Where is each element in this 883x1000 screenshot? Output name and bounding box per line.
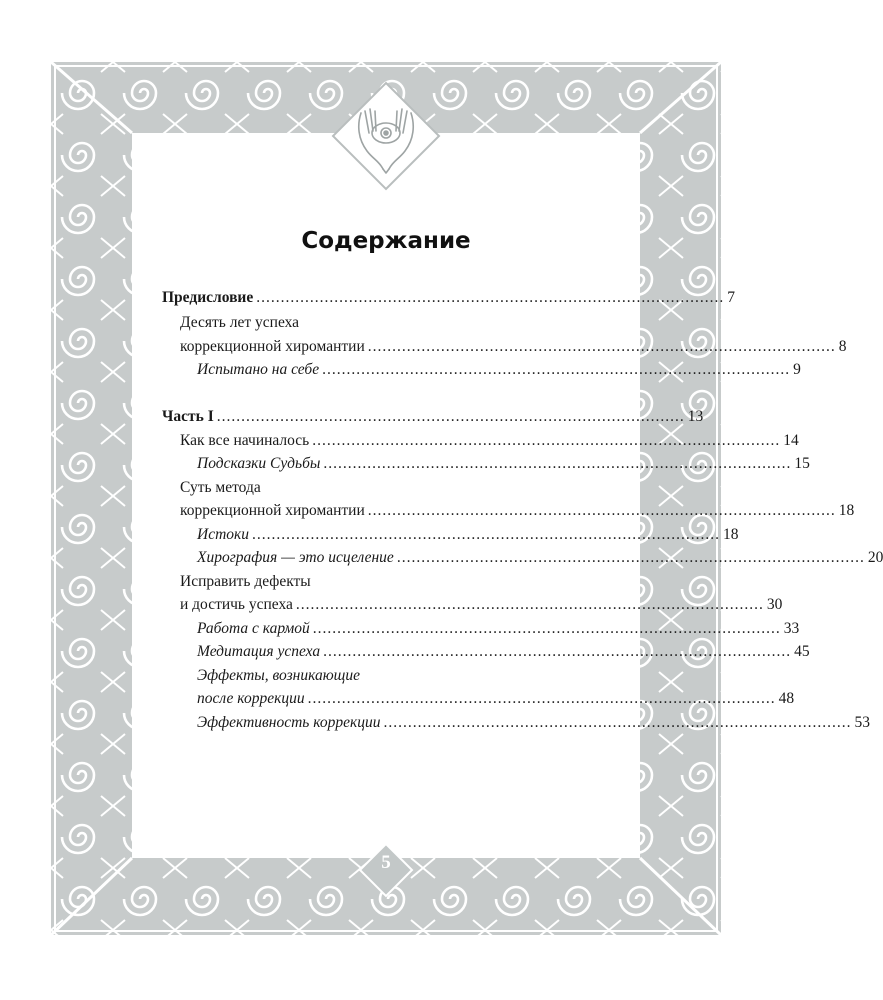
toc-entry-label-line1: Эффекты, возникающие — [197, 667, 360, 684]
leader-dots: ................................................................................................ — [396, 549, 865, 566]
leader-dots: ................................................................................................ — [383, 714, 852, 731]
toc-entry-label: Как все начиналось — [180, 432, 310, 449]
toc-entry-label: Хирография — это исцеление — [197, 549, 394, 566]
leader-dots: ................................................................................................ — [322, 361, 791, 378]
toc-entry-page: 53 — [854, 714, 870, 731]
toc-entry-label: после коррекции — [197, 690, 305, 707]
leader-dots: ................................................................................................ — [312, 620, 781, 637]
leader-dots: ................................................................................................ — [216, 408, 685, 425]
toc-entry-label: коррекционной хиромантии — [180, 502, 365, 519]
toc-entry-label-line1: Десять лет успеха — [180, 314, 300, 331]
toc-entry-page: 20 — [867, 549, 883, 566]
toc-entry-label: Истоки — [197, 526, 250, 543]
toc-entry-page: 48 — [778, 690, 795, 707]
leader-dots: ................................................................................................ — [367, 502, 836, 519]
leader-dots: ................................................................................................ — [323, 643, 792, 660]
toc-entry[interactable] — [0, 430, 799, 452]
toc-entry[interactable] — [0, 287, 735, 309]
toc-entry-page: 45 — [794, 643, 810, 660]
toc-entry[interactable] — [0, 500, 855, 522]
toc-entry-page: 18 — [838, 502, 855, 519]
toc-entry-label: Работа с кармой — [197, 620, 310, 637]
toc-entry[interactable] — [0, 359, 801, 381]
toc-entry-page: 14 — [783, 432, 799, 449]
page-number: 5 — [381, 852, 391, 873]
toc-entry-page: 33 — [783, 620, 800, 637]
toc-entry-label: Эффективность коррекции — [197, 714, 381, 731]
leader-dots: ................................................................................................ — [256, 289, 725, 306]
leader-dots: ................................................................................................ — [323, 455, 792, 472]
toc-entry-label: коррекционной хиромантии — [180, 338, 365, 355]
toc-entry-label: Испытано на себе — [197, 361, 320, 378]
toc-entry-page: 8 — [838, 338, 847, 355]
leader-dots: ................................................................................................ — [307, 690, 776, 707]
toc-entry[interactable] — [0, 547, 883, 569]
toc-entry-page: 9 — [793, 361, 801, 378]
page-title: Содержание — [301, 228, 471, 254]
toc-entry-label: Медитация успеха — [197, 643, 321, 660]
toc-entry[interactable] — [0, 453, 810, 475]
toc-entry-label-line1: Исправить дефекты — [180, 573, 311, 590]
toc-entry-page: 13 — [687, 408, 704, 425]
toc-entry[interactable] — [0, 406, 704, 428]
toc-entry-label: Предисловие — [162, 289, 254, 306]
toc-entry[interactable] — [0, 594, 783, 616]
toc-entry-page: 15 — [794, 455, 810, 472]
toc-entry[interactable] — [0, 641, 810, 663]
hands-eye-icon — [331, 81, 441, 191]
toc-entry-page: 30 — [766, 596, 783, 613]
toc-entry-label: и достичь успеха — [180, 596, 293, 613]
toc-entry-label-line1: Суть метода — [180, 479, 261, 496]
toc-entry-page: 7 — [727, 289, 735, 306]
toc-entry[interactable] — [0, 712, 870, 734]
toc-entry[interactable] — [0, 618, 800, 640]
toc-entry[interactable] — [0, 688, 795, 710]
toc-entry[interactable] — [0, 336, 847, 358]
toc-entry-page: 18 — [723, 526, 739, 543]
toc-entry-label: Подсказки Судьбы — [197, 455, 321, 472]
leader-dots: ................................................................................................ — [252, 526, 721, 543]
leader-dots: ................................................................................................ — [312, 432, 781, 449]
leader-dots: ................................................................................................ — [367, 338, 836, 355]
toc-entry-label: Часть I — [162, 408, 214, 425]
toc-entry[interactable] — [0, 524, 739, 546]
leader-dots: ................................................................................................ — [295, 596, 764, 613]
